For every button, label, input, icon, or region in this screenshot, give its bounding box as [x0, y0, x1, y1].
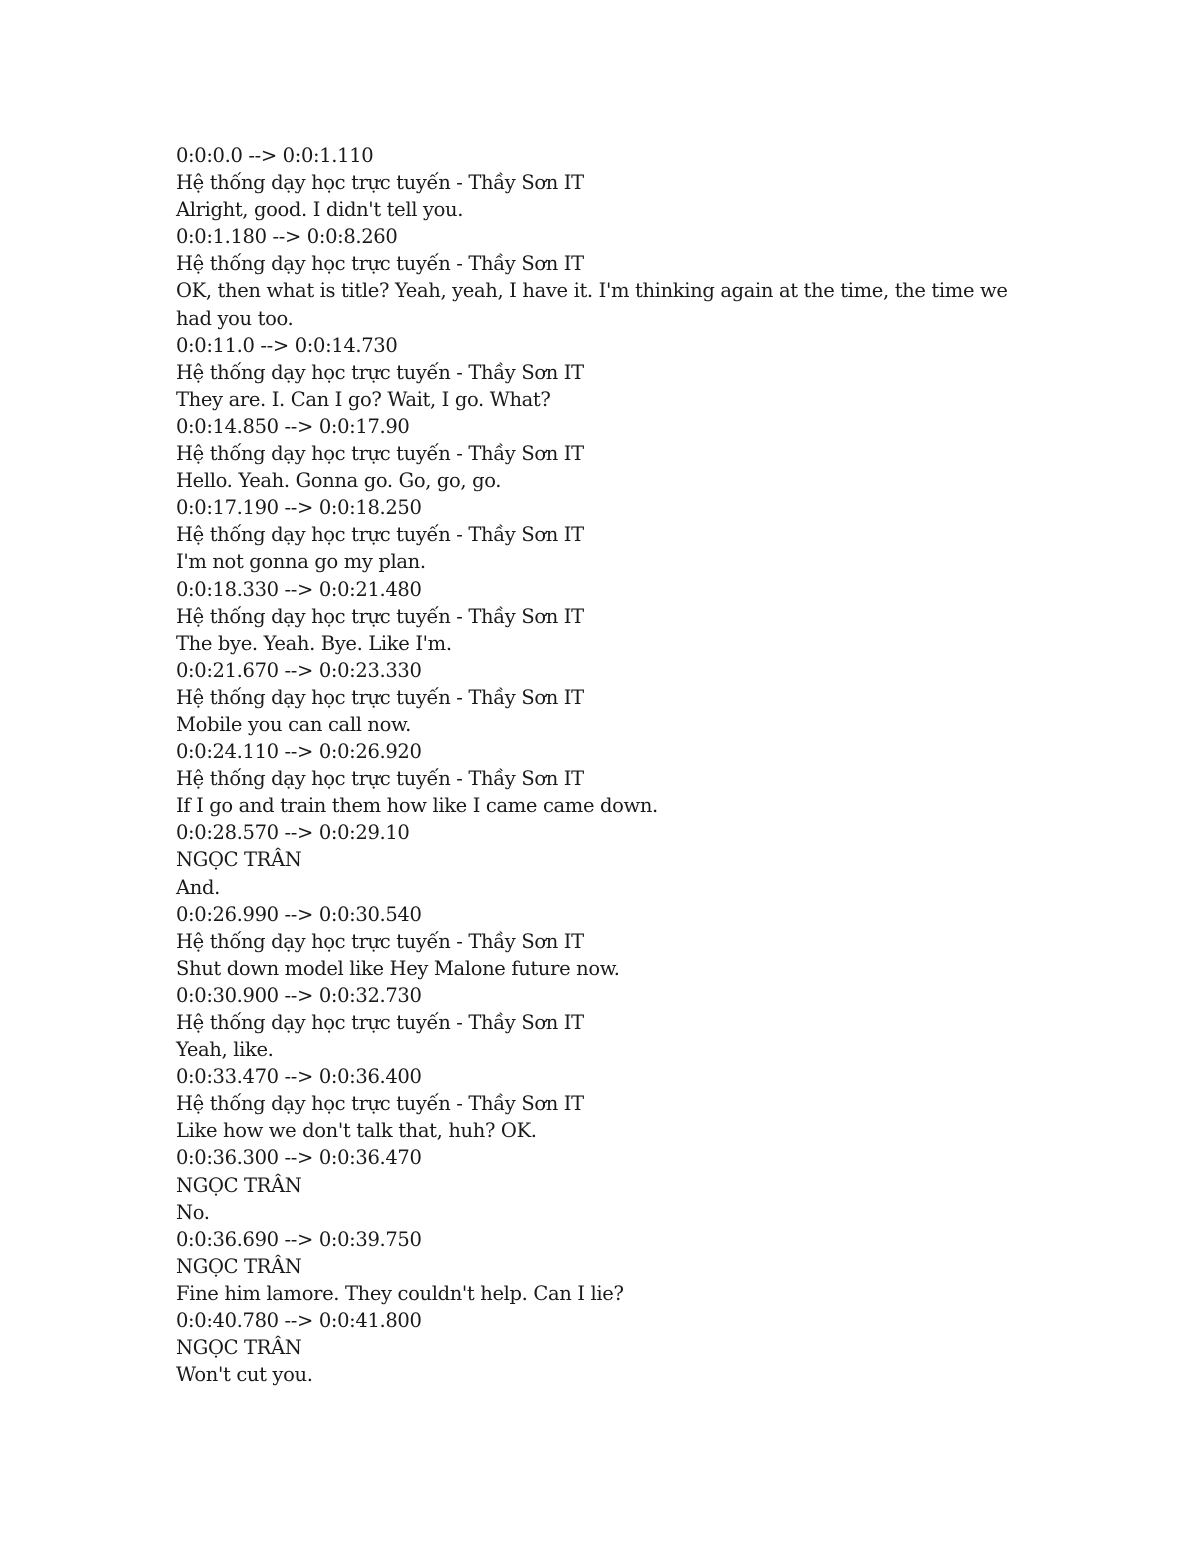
transcript-cue [176, 819, 1016, 900]
transcript-cue [176, 494, 1016, 575]
transcript-cue [176, 657, 1016, 738]
cue-text: Won't cut you. [176, 1363, 313, 1387]
transcript-cue [176, 413, 1016, 494]
cue-timestamp: 0:0:17.190 --> 0:0:18.250 [176, 496, 422, 520]
cue-speaker: NGỌC TRÂN [176, 848, 302, 872]
transcript-cue [176, 901, 1016, 982]
cue-speaker: Hệ thống dạy học trực tuyến - Thầy Sơn IT [176, 442, 584, 466]
transcript-cue [176, 1063, 1016, 1144]
cue-text: Fine him lamore. They couldn't help. Can I lie? [176, 1281, 624, 1305]
cue-speaker: Hệ thống dạy học trực tuyến - Thầy Sơn IT [176, 929, 584, 953]
transcript-cue [176, 332, 1016, 413]
cue-timestamp: 0:0:21.670 --> 0:0:23.330 [176, 658, 422, 682]
transcript-cue [176, 1144, 1016, 1225]
cue-text: The bye. Yeah. Bye. Like I'm. [176, 631, 452, 655]
transcript-cue [176, 223, 1016, 331]
cue-speaker: Hệ thống dạy học trực tuyến - Thầy Sơn IT [176, 360, 584, 384]
transcript-cue [176, 1226, 1016, 1307]
cue-timestamp: 0:0:36.690 --> 0:0:39.750 [176, 1227, 422, 1251]
cue-text: Alright, good. I didn't tell you. [176, 198, 464, 222]
cue-speaker: Hệ thống dạy học trực tuyến - Thầy Sơn IT [176, 171, 584, 195]
cue-timestamp: 0:0:36.300 --> 0:0:36.470 [176, 1146, 422, 1170]
cue-speaker: Hệ thống dạy học trực tuyến - Thầy Sơn IT [176, 604, 584, 628]
transcript-cue [176, 738, 1016, 819]
cue-text: Mobile you can call now. [176, 712, 411, 736]
cue-speaker: Hệ thống dạy học trực tuyến - Thầy Sơn IT [176, 252, 584, 276]
cue-timestamp: 0:0:18.330 --> 0:0:21.480 [176, 577, 422, 601]
transcript-cue [176, 1307, 1016, 1388]
cue-text: Yeah, like. [176, 1038, 274, 1062]
transcript-cue [176, 982, 1016, 1063]
cue-speaker: NGỌC TRÂN [176, 1173, 302, 1197]
cue-text: OK, then what is title? Yeah, yeah, I have it. I'm thinking again at the time, the time we had you too. [176, 279, 1008, 330]
cue-timestamp: 0:0:1.180 --> 0:0:8.260 [176, 225, 398, 249]
cue-speaker: Hệ thống dạy học trực tuyến - Thầy Sơn IT [176, 523, 584, 547]
cue-timestamp: 0:0:14.850 --> 0:0:17.90 [176, 414, 410, 438]
cue-text: Hello. Yeah. Gonna go. Go, go, go. [176, 469, 502, 493]
cue-text: No. [176, 1200, 210, 1224]
cue-text: And. [176, 875, 220, 899]
cue-text: Like how we don't talk that, huh? OK. [176, 1119, 537, 1143]
transcript-body [176, 142, 1016, 1388]
cue-text: If I go and train them how like I came came down. [176, 794, 658, 818]
transcript-cue [176, 142, 1016, 223]
cue-speaker: Hệ thống dạy học trực tuyến - Thầy Sơn IT [176, 1092, 584, 1116]
cue-text: I'm not gonna go my plan. [176, 550, 426, 574]
cue-speaker: NGỌC TRÂN [176, 1254, 302, 1278]
cue-timestamp: 0:0:40.780 --> 0:0:41.800 [176, 1309, 422, 1333]
cue-speaker: Hệ thống dạy học trực tuyến - Thầy Sơn IT [176, 1011, 584, 1034]
cue-speaker: NGỌC TRÂN [176, 1336, 302, 1360]
cue-timestamp: 0:0:28.570 --> 0:0:29.10 [176, 821, 410, 845]
cue-timestamp: 0:0:33.470 --> 0:0:36.400 [176, 1065, 422, 1089]
cue-speaker: Hệ thống dạy học trực tuyến - Thầy Sơn IT [176, 685, 584, 709]
transcript-cue [176, 576, 1016, 657]
cue-text: Shut down model like Hey Malone future now. [176, 956, 620, 980]
cue-timestamp: 0:0:11.0 --> 0:0:14.730 [176, 333, 398, 357]
cue-timestamp: 0:0:30.900 --> 0:0:32.730 [176, 983, 422, 1007]
cue-timestamp: 0:0:26.990 --> 0:0:30.540 [176, 902, 422, 926]
cue-text: They are. I. Can I go? Wait, I go. What? [176, 387, 551, 411]
cue-timestamp: 0:0:24.110 --> 0:0:26.920 [176, 740, 422, 764]
cue-speaker: Hệ thống dạy học trực tuyến - Thầy Sơn IT [176, 767, 584, 791]
cue-timestamp: 0:0:0.0 --> 0:0:1.110 [176, 144, 374, 167]
